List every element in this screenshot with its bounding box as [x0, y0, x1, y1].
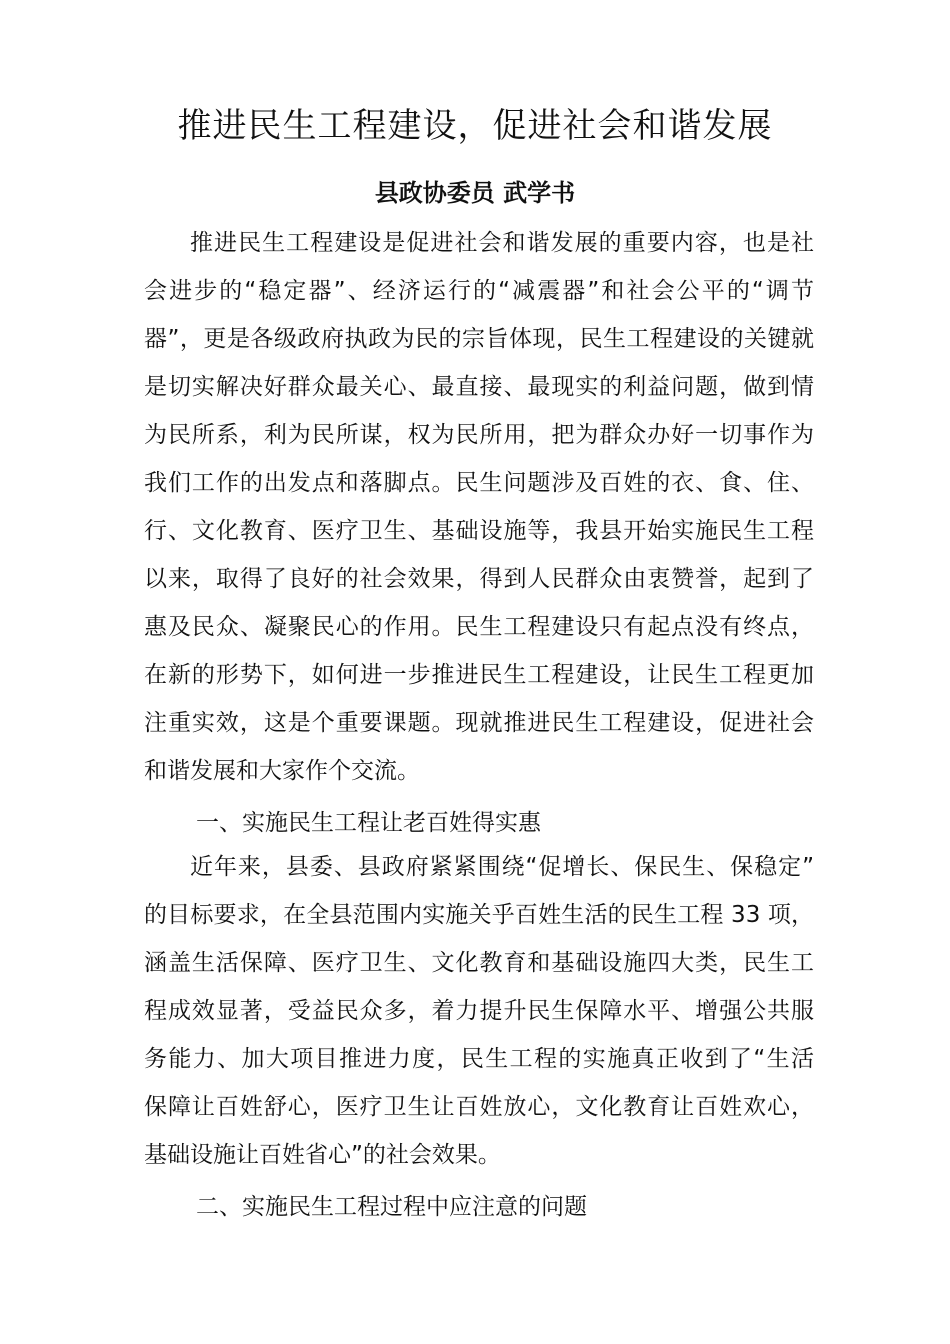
document-author: 县政协委员 武学书	[374, 179, 576, 207]
paragraph-line: 保障让百姓舒心，医疗卫生让百姓放心，文化教育让百姓欢心，	[144, 1094, 814, 1120]
paragraph-line: 器”，更是各级政府执政为民的宗旨体现，民生工程建设的关键就	[144, 326, 814, 352]
paragraph-line: 是切实解决好群众最关心、最直接、最现实的利益问题，做到情	[144, 374, 814, 400]
document-title: 推进民生工程建设，促进社会和谐发展	[177, 106, 773, 146]
paragraph-line: 近年来，县委、县政府紧紧围绕“促增长、保民生、保稳定”	[190, 854, 814, 880]
paragraph-line: 注重实效，这是个重要课题。现就推进民生工程建设，促进社会	[144, 710, 814, 736]
paragraph-line: 的目标要求，在全县范围内实施关乎百姓生活的民生工程 33 项，	[144, 902, 814, 928]
paragraph-line: 程成效显著，受益民众多，着力提升民生保障水平、增强公共服	[144, 998, 814, 1024]
paragraph-line: 我们工作的出发点和落脚点。民生问题涉及百姓的衣、食、住、	[144, 470, 814, 496]
paragraph-line: 和谐发展和大家作个交流。	[144, 758, 420, 784]
paragraph-line: 推进民生工程建设是促进社会和谐发展的重要内容，也是社	[190, 230, 814, 256]
paragraph-line: 以来，取得了良好的社会效果，得到人民群众由衷赞誉，起到了	[144, 566, 814, 592]
paragraph-line: 行、文化教育、医疗卫生、基础设施等，我县开始实施民生工程	[144, 518, 814, 544]
paragraph-line: 务能力、加大项目推进力度，民生工程的实施真正收到了“生活	[144, 1046, 814, 1072]
paragraph-line: 在新的形势下，如何进一步推进民生工程建设，让民生工程更加	[144, 662, 814, 688]
paragraph-line: 惠及民众、凝聚民心的作用。民生工程建设只有起点没有终点，	[144, 614, 814, 640]
section-heading: 一、实施民生工程让老百姓得实惠	[196, 810, 541, 836]
section-heading: 二、实施民生工程过程中应注意的问题	[196, 1194, 587, 1220]
paragraph-line: 为民所系，利为民所谋，权为民所用，把为群众办好一切事作为	[144, 422, 814, 448]
paragraph-line: 基础设施让百姓省心”的社会效果。	[144, 1142, 501, 1168]
paragraph-line: 会进步的“稳定器”、经济运行的“减震器”和社会公平的“调节	[144, 278, 814, 304]
paragraph-line: 涵盖生活保障、医疗卫生、文化教育和基础设施四大类，民生工	[144, 950, 814, 976]
